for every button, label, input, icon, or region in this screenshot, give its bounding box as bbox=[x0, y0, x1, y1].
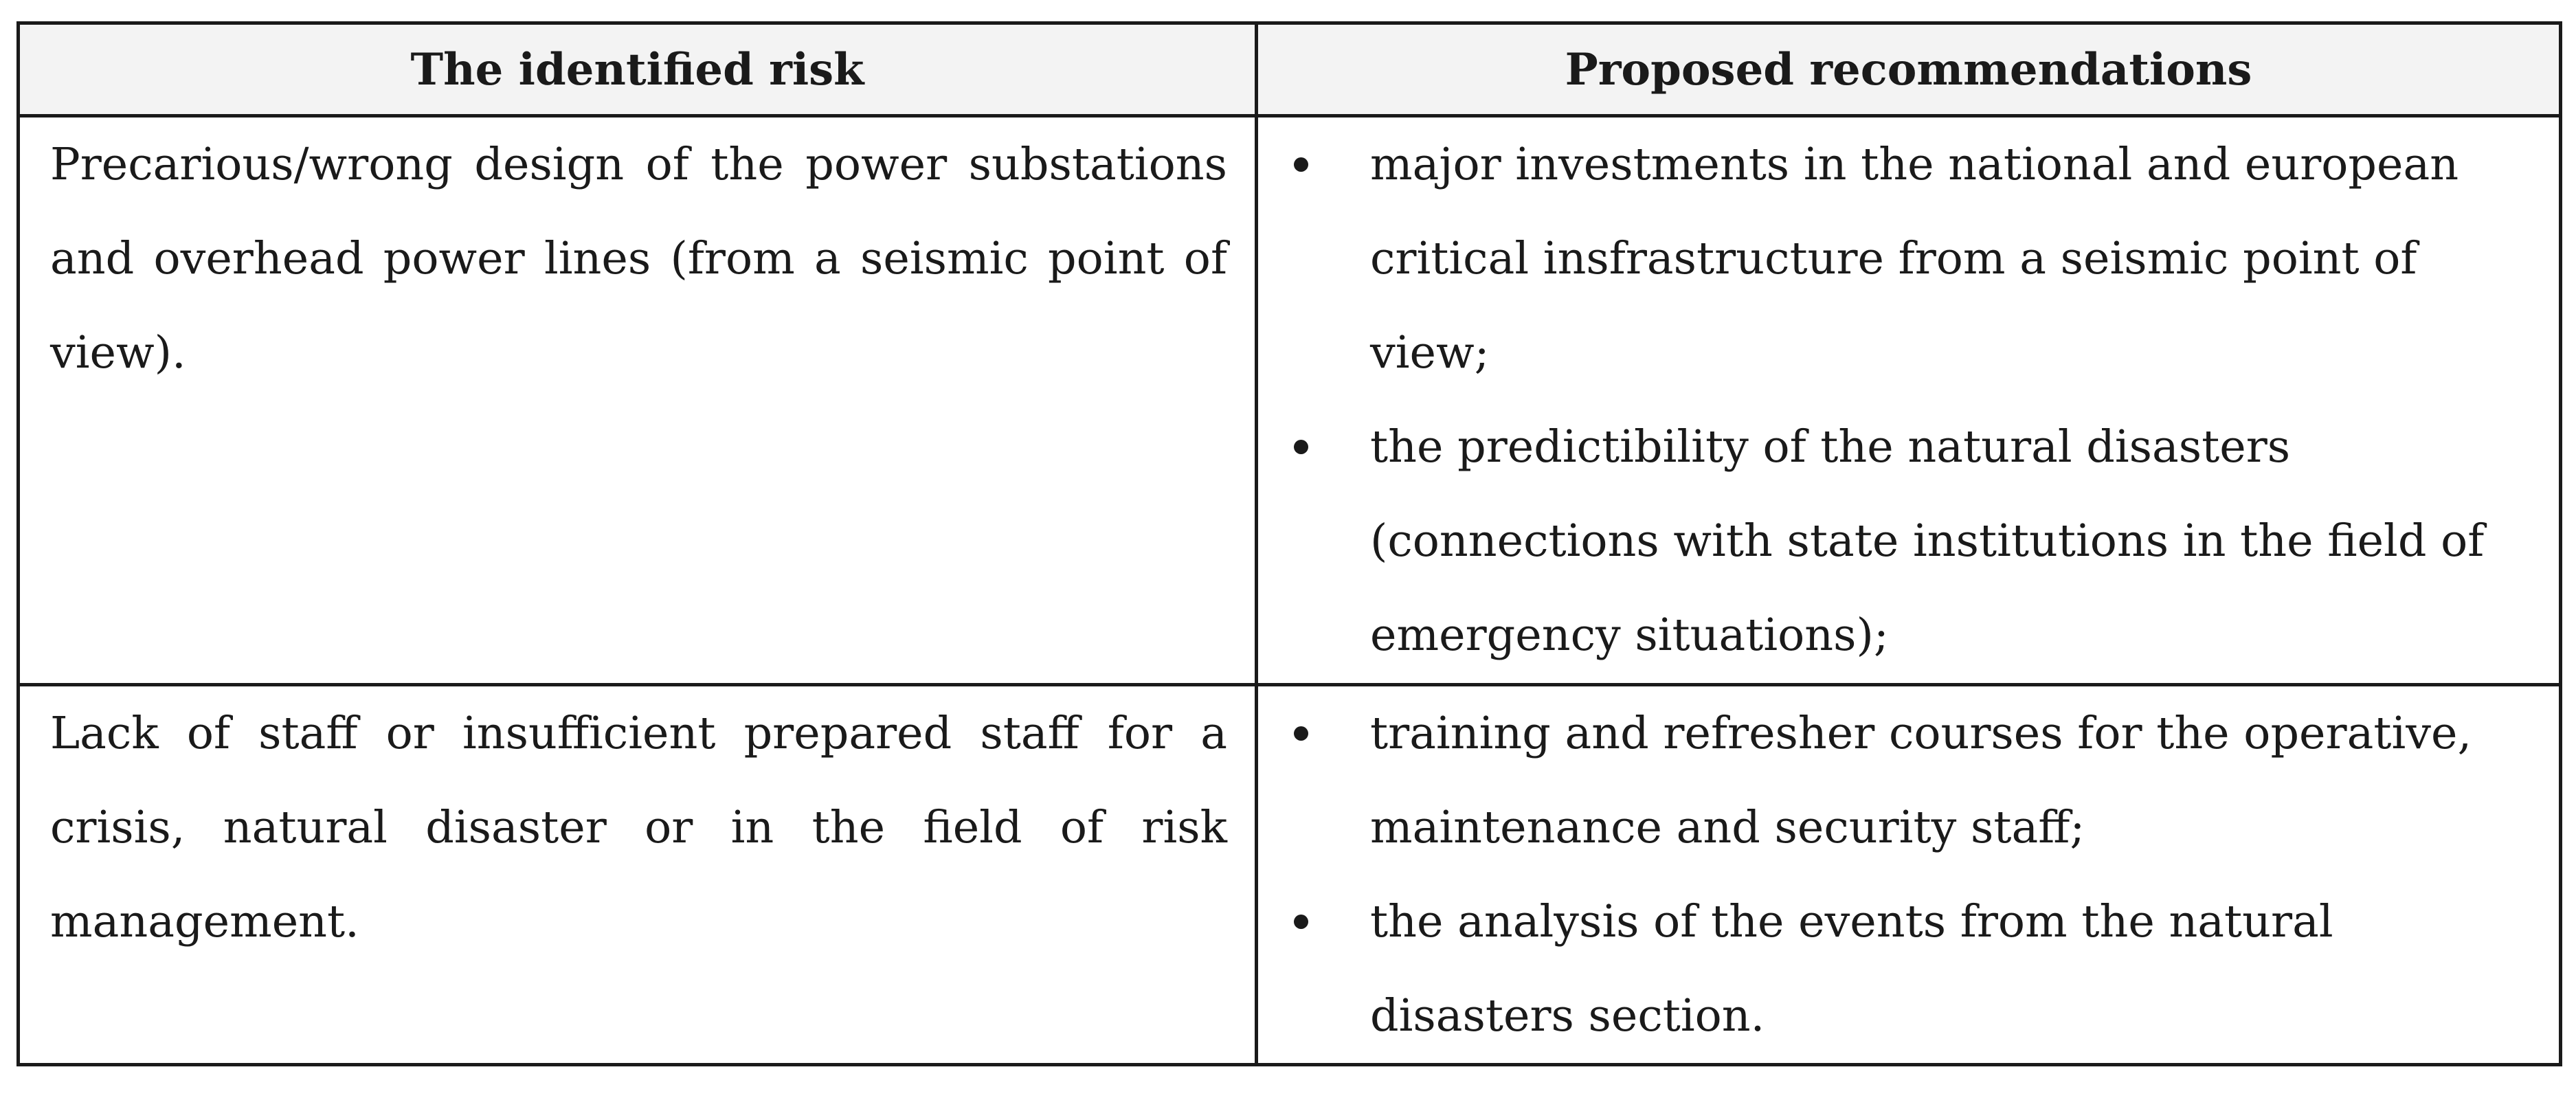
recommendations-list bbox=[1258, 117, 2531, 682]
recommendation-item bbox=[1258, 400, 2531, 682]
recommendation-item bbox=[1258, 686, 2531, 875]
table-row bbox=[19, 116, 2561, 685]
bullet-icon bbox=[1294, 915, 1308, 929]
table-header bbox=[19, 23, 2561, 116]
header-row bbox=[19, 23, 2561, 116]
recommendations-list bbox=[1258, 686, 2531, 1063]
recommendation-text: the predictibility of the natural disasters (connections with state institutions in the field of emergency situations); bbox=[1370, 421, 2485, 661]
column-header-proposed-recommendations: Proposed recommendations bbox=[1257, 23, 2561, 116]
recommendation-item bbox=[1258, 117, 2531, 400]
bullet-icon bbox=[1294, 440, 1308, 454]
column-header-identified-risk: The identified risk bbox=[19, 23, 1257, 116]
risk-cell: Lack of staff or insufficient prepared staff for a crisis, natural disaster or in the field of risk management. bbox=[19, 685, 1257, 1065]
recommendations-cell bbox=[1257, 116, 2561, 685]
bullet-icon bbox=[1294, 726, 1308, 741]
risk-cell: Precarious/wrong design of the power substations and overhead power lines (from a seismic point of view). bbox=[19, 116, 1257, 685]
recommendation-text: the analysis of the events from the natural disasters section. bbox=[1370, 896, 2333, 1042]
bullet-icon bbox=[1294, 157, 1308, 172]
risk-recommendations-table bbox=[16, 21, 2562, 1066]
recommendation-item bbox=[1258, 875, 2531, 1063]
table-row bbox=[19, 685, 2561, 1065]
risk-recommendations-table-container bbox=[16, 21, 2559, 1066]
recommendations-cell bbox=[1257, 685, 2561, 1065]
recommendation-text: major investments in the national and european critical insfrastructure from a seismic point of view; bbox=[1370, 139, 2459, 379]
recommendation-text: training and refresher courses for the operative, maintenance and security staff; bbox=[1370, 708, 2472, 853]
table-body bbox=[19, 116, 2561, 1065]
